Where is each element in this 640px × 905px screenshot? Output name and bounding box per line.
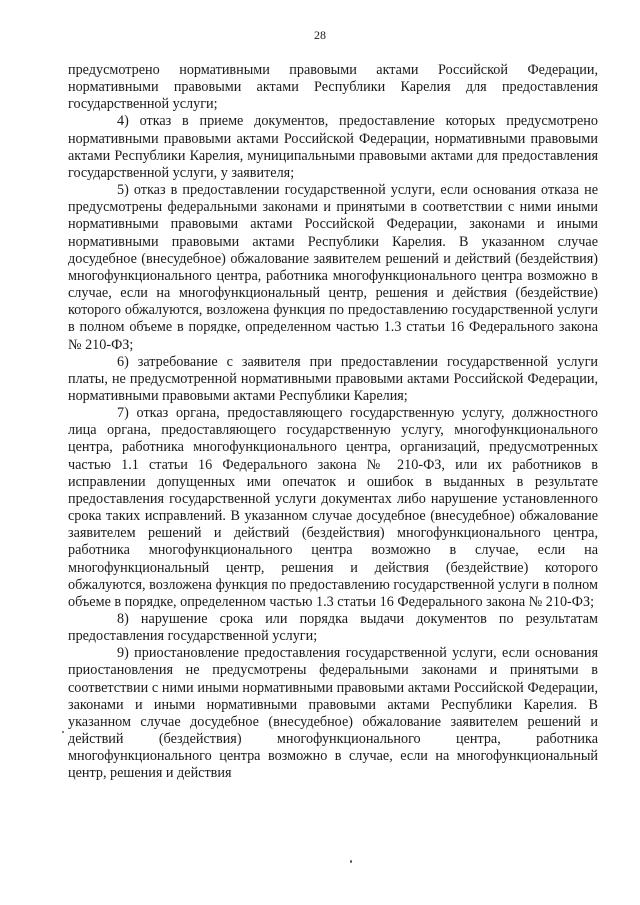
paragraph-item-4: 4) отказ в приеме документов, предоставление которых предусмотрено нормативными правовыми актами Российской Федерации, нормативными правовыми актами Республики Карелия, муниципальными правовыми актами для предоставления государственной услуги, у заявителя; <box>68 113 598 181</box>
paragraph-continuation: предусмотрено нормативными правовыми актами Российской Федерации, нормативными правовыми актами Республики Карелия для предоставления государственной услуги; <box>68 62 598 113</box>
paragraph-item-5: 5) отказ в предоставлении государственной услуги, если основания отказа не предусмотрены федеральными законами и принятыми в соответствии с ними иными нормативными правовыми актами Российской Федерации, законами и иными нормативными правовыми актами Республики Карелия. В указанном случае досудебное (внесудебное) обжалование заявителем решений и действий (бездействия) многофункционального центра, работника многофункционального центра возможно в случае, если на многофункциональный центр, решения и действия (бездействие) которого обжалуются, возложена функция по предоставлению государственной услуги в полном объеме в порядке, определенном частью 1.3 статьи 16 Федерального закона № 210-ФЗ; <box>68 182 598 353</box>
paragraph-item-7: 7) отказ органа, предоставляющего государственную услугу, должностного лица органа, предоставляющего государственную услугу, многофункционального центра, работника многофункционального центра, организаций, предусмотренных частью 1.1 статьи 16 Федерального закона № 210-ФЗ, или их работников в исправлении допущенных ими опечаток и ошибок в выданных в результате предоставления государственной услуги документах либо нарушение установленного срока таких исправлений. В указанном случае досудебное (внесудебное) обжалование заявителем решений и действий (бездействия) многофункционального центра, работника многофункционального центра возможно в случае, если на многофункциональный центр, решения и действия (бездействие) которого обжалуются, возложена функция по предоставлению государственной услуги в полном объеме в порядке, определенном частью 1.3 статьи 16 Федерального закона № 210-ФЗ; <box>68 405 598 610</box>
scan-speck <box>62 731 64 733</box>
paragraph-item-9: 9) приостановление предоставления государственной услуги, если основания приостановления не предусмотрены федеральными законами и принятыми в соответствии с ними иными нормативными правовыми актами Российской Федерации, законами и иными нормативными правовыми актами Республики Карелия. В указанном случае досудебное (внесудебное) обжалование заявителем решений и действий (бездействия) многофункционального центра, работника многофункционального центра возможно в случае, если на многофункциональный центр, решения и действия <box>68 645 598 782</box>
page-number: 28 <box>314 28 326 42</box>
document-body <box>68 62 598 783</box>
scan-speck <box>350 860 352 863</box>
paragraph-item-6: 6) затребование с заявителя при предоставлении государственной услуги платы, не предусмотренной нормативными правовыми актами Российской Федерации, нормативными правовыми актами Республики Карелия; <box>68 353 598 404</box>
paragraph-item-8: 8) нарушение срока или порядка выдачи документов по результатам предоставления государственной услуги; <box>68 611 598 645</box>
